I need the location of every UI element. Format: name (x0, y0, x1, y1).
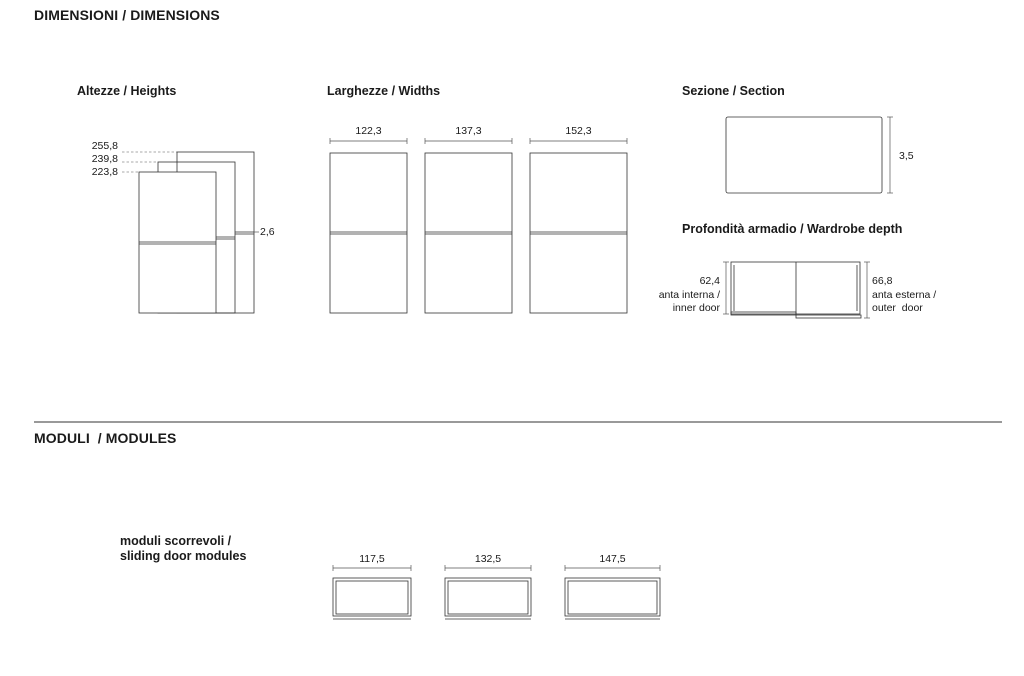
outer-depth-value: 66,8 (872, 275, 893, 287)
width-label-2: 137,3 (455, 125, 482, 137)
module-label-1: 117,5 (359, 553, 385, 565)
modules-drawing (333, 565, 660, 619)
height-label-1: 255,8 (91, 140, 118, 152)
section-title: Sezione / Section (682, 84, 785, 98)
section-drawing (726, 117, 893, 193)
width-label-3: 152,3 (565, 125, 592, 137)
inner-door (731, 312, 796, 315)
module-label-3: 147,5 (599, 553, 626, 565)
panel-short (139, 172, 216, 313)
modules-caption-1: moduli scorrevoli / (120, 534, 232, 548)
heights-drawing (122, 152, 259, 313)
height-label-2: 239,8 (91, 153, 118, 165)
depth-drawing (723, 262, 870, 318)
module-2 (445, 578, 531, 616)
depth-title: Profondità armadio / Wardrobe depth (682, 222, 903, 236)
outer-door (796, 315, 861, 318)
section-height-label: 3,5 (899, 150, 914, 162)
inner-door-label-1: anta interna / (658, 289, 720, 301)
height-label-3: 223,8 (91, 166, 118, 178)
widths-drawing (330, 138, 627, 313)
width-panel-1 (330, 153, 407, 313)
section-profile (726, 117, 882, 193)
width-label-1: 122,3 (355, 125, 382, 137)
modules-caption-2: sliding door modules (120, 549, 247, 563)
inner-depth-value: 62,4 (699, 275, 720, 287)
module-label-2: 132,5 (474, 553, 502, 565)
thickness-label: 2,6 (260, 226, 275, 238)
modules-heading: MODULI / MODULES (34, 430, 177, 446)
wardrobe-plan (731, 262, 860, 314)
width-panel-3 (530, 153, 627, 313)
module-3 (565, 578, 660, 616)
width-panel-2 (425, 153, 512, 313)
dimensions-heading: DIMENSIONI / DIMENSIONS (34, 7, 220, 23)
module-1 (333, 578, 411, 616)
heights-title: Altezze / Heights (77, 84, 177, 98)
outer-door-label-2: outer door (872, 302, 923, 314)
inner-door-label-2: inner door (672, 302, 720, 314)
outer-door-label-1: anta esterna / (872, 289, 937, 301)
widths-title: Larghezze / Widths (327, 84, 441, 98)
